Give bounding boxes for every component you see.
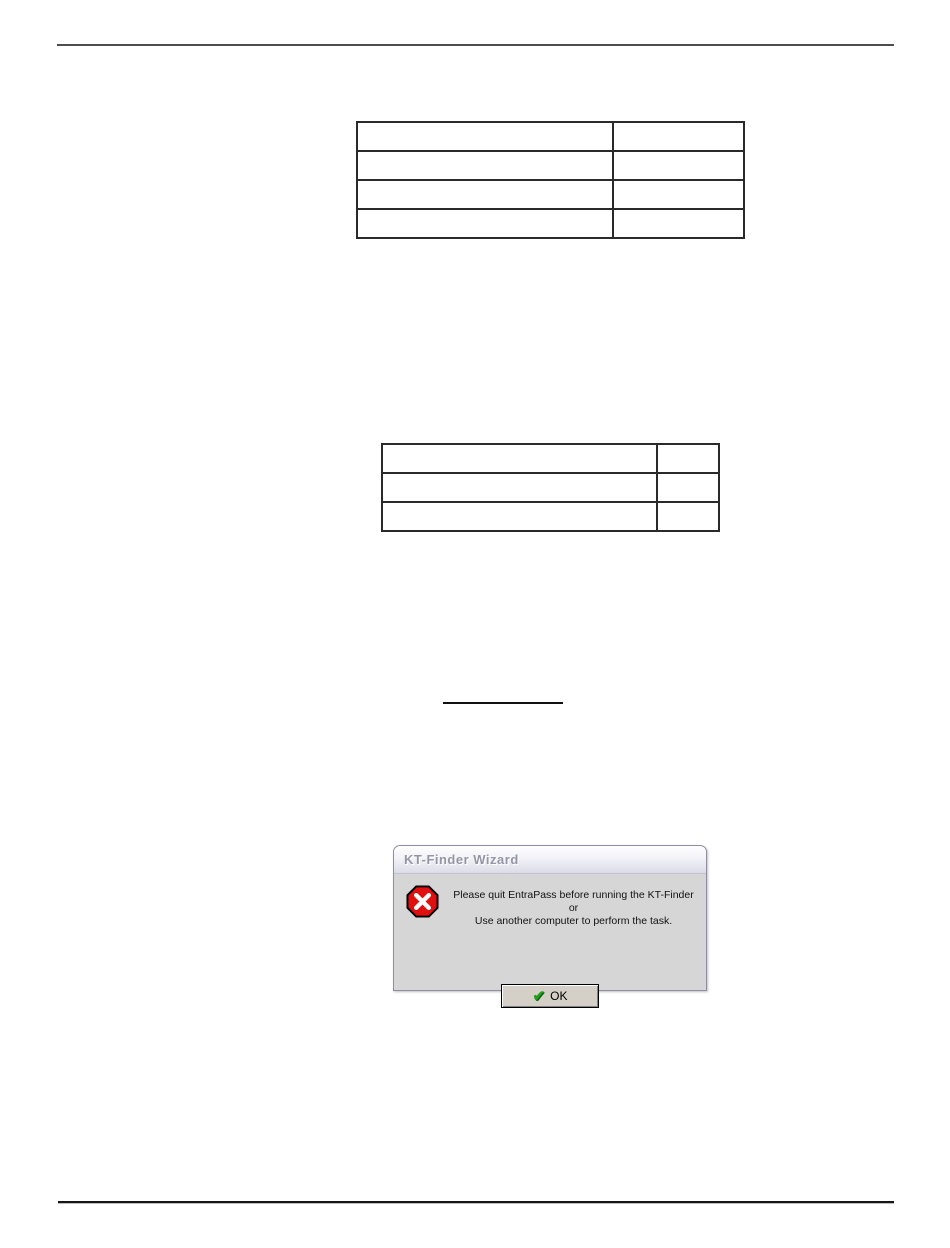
table-cell bbox=[613, 151, 744, 180]
table-cell bbox=[657, 444, 719, 473]
table-cell bbox=[382, 444, 657, 473]
dialog-body bbox=[394, 874, 706, 1005]
stop-error-icon bbox=[406, 885, 439, 918]
table-cell bbox=[657, 502, 719, 531]
kt-finder-wizard-dialog bbox=[393, 845, 707, 1005]
table-cell bbox=[613, 180, 744, 209]
blank-underline bbox=[443, 702, 563, 704]
table-cell bbox=[357, 151, 613, 180]
table-empty-top bbox=[356, 121, 745, 239]
dialog-title: KT-Finder Wizard bbox=[404, 852, 519, 867]
table-row bbox=[382, 502, 719, 531]
dialog-message-line2: or bbox=[568, 902, 579, 914]
table-empty-middle bbox=[381, 443, 720, 532]
table-cell bbox=[357, 122, 613, 151]
table-cell bbox=[357, 180, 613, 209]
ok-button-label: OK bbox=[550, 989, 568, 1003]
table-cell bbox=[382, 473, 657, 502]
check-icon: ✔ bbox=[532, 987, 546, 1005]
dialog-message-line1: Please quit EntraPass before running the KT-Finder bbox=[453, 889, 694, 901]
table-row bbox=[357, 209, 744, 238]
dialog-message bbox=[444, 889, 703, 928]
table-cell bbox=[613, 209, 744, 238]
dialog-title-bar[interactable] bbox=[394, 846, 706, 874]
table-row bbox=[382, 444, 719, 473]
table-cell bbox=[382, 502, 657, 531]
ok-button[interactable] bbox=[501, 984, 599, 1008]
dialog-message-line3: Use another computer to perform the task. bbox=[474, 915, 673, 927]
table-row bbox=[357, 151, 744, 180]
table-row bbox=[382, 473, 719, 502]
footer-rule bbox=[58, 1201, 894, 1204]
table-cell bbox=[657, 473, 719, 502]
table-row bbox=[357, 122, 744, 151]
table-row bbox=[357, 180, 744, 209]
header-rule bbox=[57, 44, 894, 46]
table-cell bbox=[357, 209, 613, 238]
table-cell bbox=[613, 122, 744, 151]
